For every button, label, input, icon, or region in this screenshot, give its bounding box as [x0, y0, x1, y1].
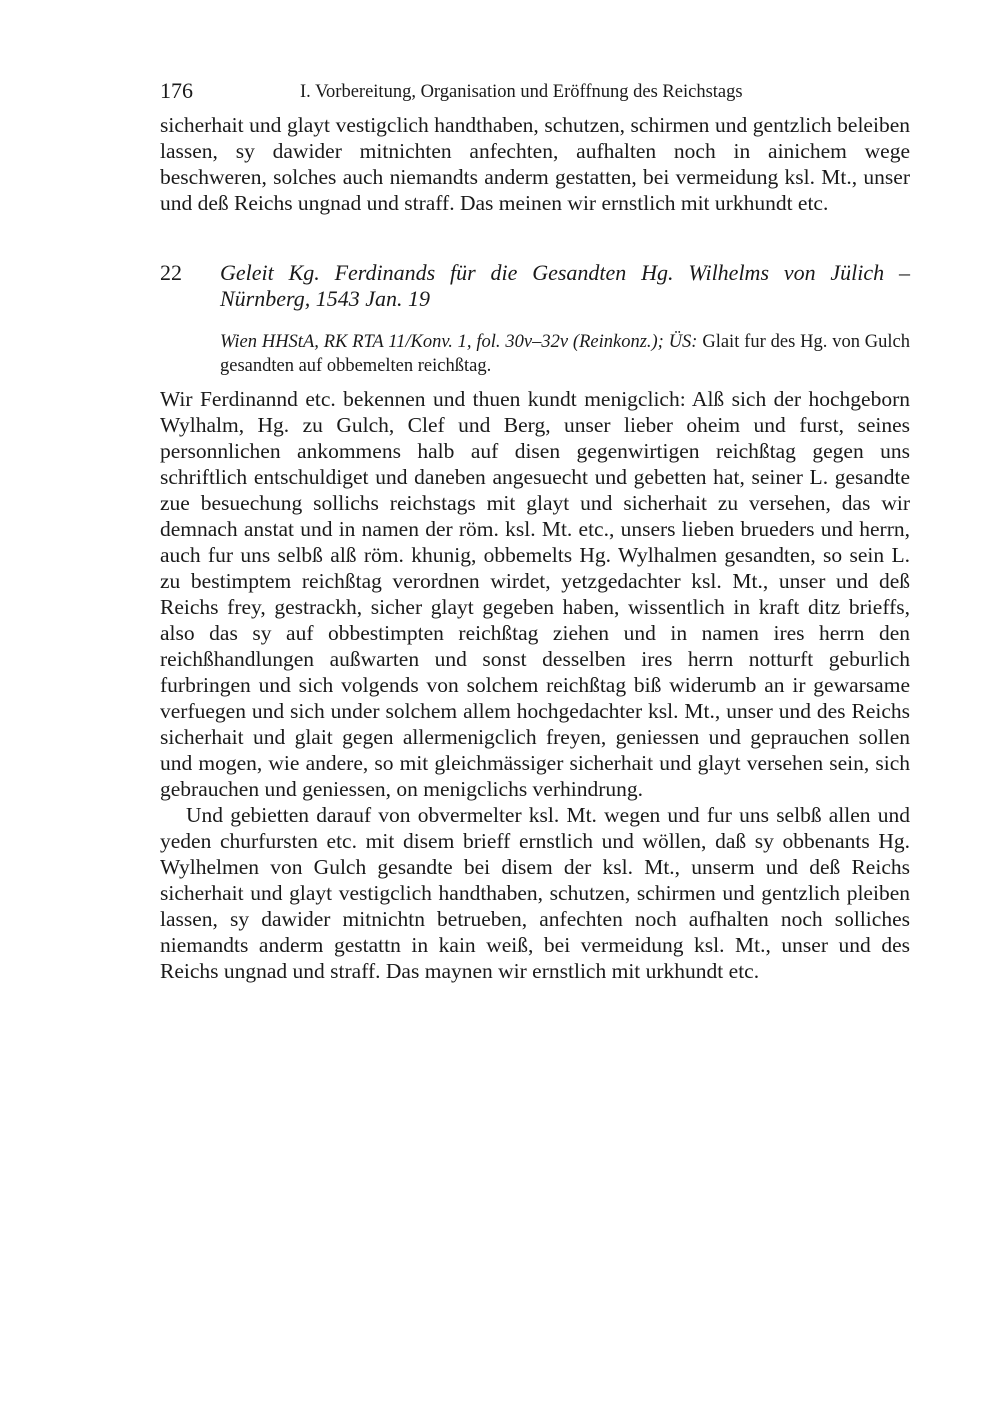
page-number: 176 — [160, 78, 193, 103]
running-head — [160, 78, 910, 108]
document-paragraph-1: Wir Ferdinannd etc. bekennen und thuen kundt menigclich: Alß sich der hochgeborn Wylhalm, Hg. zu Gulch, Clef und Berg, unser lieber oheim und furst, seines personnlichen ankommens halb auf disen gegenwirtigen reichßtag gegen uns schriftlich entschuldiget und daneben angesuecht und gebetten hat, seiner L. gesandte zue besuechung sollichs reichstags mit glayt und sicherhait zu versehen, das wir demnach anstat und in namen der röm. ksl. Mt. etc., unsers lieben brueders und herrn, auch fur uns selbß alß röm. khunig, obbemelts Hg. Wylhalmen gesandten, so sein L. zu bestimptem reichßtag verordnen wirdet, yetzgedachter ksl. Mt., unser und deß Reichs frey, gestrackh, sicher glayt gegeben haben, wissentlich in kraft ditz brieffs, also das sy auf obbestimpten reichßtag ziehen und in namen ires herrn den reichßhandlungen außwarten und sonst desselben ires herrn notturft geburlich furbringen und sich volgends von solchem reichßtag biß widerumb an ir gewarsame verfuegen und sich under solchem allem hochgedachter ksl. Mt., unser und des Reichs sicherhait und glait gegen allermenigclich freyen, geniessen und geprauchen sollen und mogen, wie andere, so mit gleichmässiger sicherhait und glayt versehen sein, sich gebrauchen und geniessen, on menigclichs verhindrung. — [160, 387, 910, 801]
continuation-paragraph: sicherhait und glayt vestigclich handthaben, schutzen, schirmen und gentzlich beleiben lassen, sy dawider mitnichten anfechten, aufhalten noch in ainichem wege beschweren, solches auch niemandts anderm gestatten, bei vermeidung ksl. Mt., unser und deß Reichs ungnad und straff. Das meinen wir ernstlich mit urkhundt etc. — [160, 113, 910, 215]
document-paragraph-2: Und gebietten darauf von obvermelter ksl. Mt. wegen und fur uns selbß allen und yeden churfursten etc. mit disem brieff ernstlich und wöllen, daß sy obbenants Hg. Wylhelmen von Gulch gesandte bei disem der ksl. Mt., unserm und deß Reichs sicherhait und glayt vestigclich handthaben, schutzen, schirmen und gentzlich pleiben lassen, sy dawider mitnichtn betrueben, anfechten noch aufhalten noch solliches niemandts anderm gestattn in kain weiß, bei vermeidung ksl. Mt., unser und des Reichs ungnad und straff. Das maynen wir ernstlich mit urkhundt etc. — [160, 803, 910, 983]
source-text: Glait fur des Hg. von Gulch gesandten auf obbemelten reichßtag. — [220, 332, 911, 376]
running-title: I. Vorbereitung, Organisation und Eröffnung des Reichstags — [300, 82, 743, 102]
source-archive: Wien HHStA, RK RTA 11/Konv. 1, fol. 30v–32v (Reinkonz.); ÜS: — [220, 332, 698, 352]
document-heading — [160, 260, 910, 312]
page — [160, 78, 910, 984]
document-title: Geleit Kg. Ferdinands für die Gesandten Hg. Wilhelms von Jülich – Nürnberg, 1543 Jan. 19 — [220, 260, 910, 311]
document-number: 22 — [160, 260, 182, 285]
source-note — [220, 330, 910, 378]
